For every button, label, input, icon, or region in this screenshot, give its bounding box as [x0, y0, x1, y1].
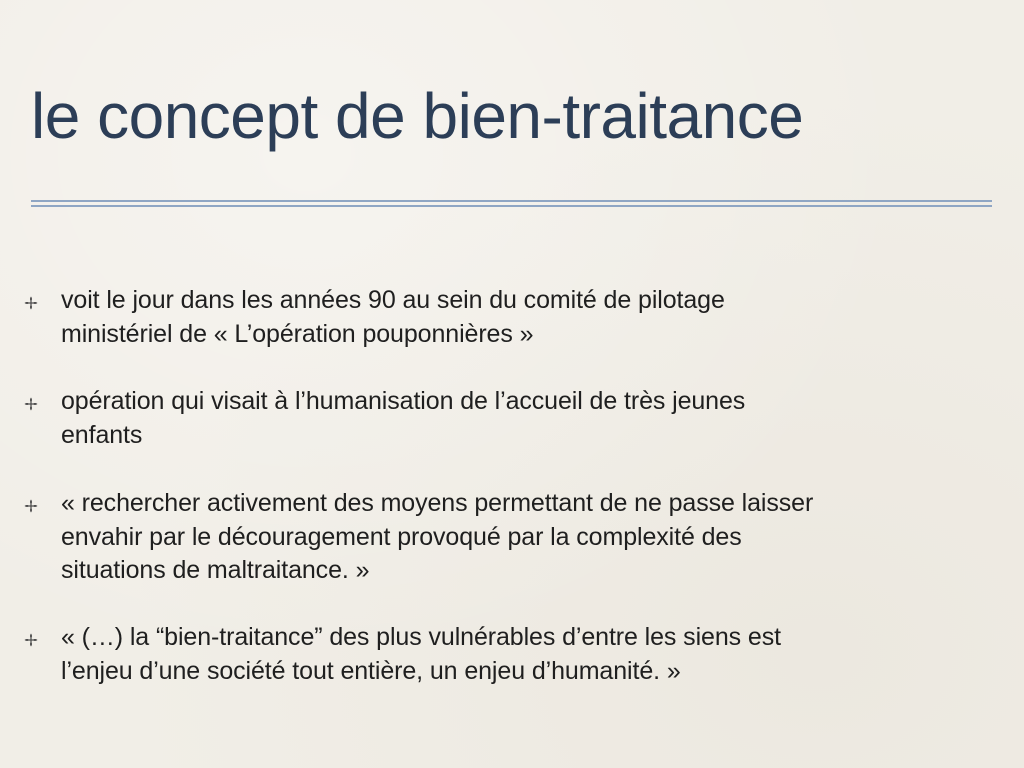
four-petal-cross-icon	[23, 498, 39, 514]
bullet-line: « rechercher activement des moyens permettant de ne passe laisser	[61, 489, 814, 517]
slide-title: le concept de bien-traitance	[31, 80, 804, 152]
bullet-line: enfants	[61, 420, 143, 449]
bullet-line: situations de maltraitance. »	[61, 556, 370, 584]
title-divider-bottom	[31, 205, 992, 207]
bullet-line: « (…) la “bien-traitance” des plus vulnérables d’entre les siens est	[61, 623, 781, 651]
bullet-line: l’enjeu d’une société tout entière, un enjeu d’humanité. »	[61, 656, 681, 685]
bullet-line: envahir par le découragement provoqué par la complexité des	[61, 522, 742, 551]
bullet-text	[61, 385, 991, 452]
bullet-text	[61, 621, 991, 688]
title-divider-top	[31, 200, 992, 202]
bullet-text	[61, 284, 991, 351]
bullet-line: opération qui visait à l’humanisation de l’accueil de très jeunes	[61, 387, 746, 415]
four-petal-cross-icon	[23, 295, 39, 311]
bullet-text	[61, 487, 991, 588]
bullet-line: ministériel de « L’opération pouponnières »	[61, 319, 534, 348]
four-petal-cross-icon	[23, 632, 39, 648]
four-petal-cross-icon	[23, 396, 39, 412]
bullet-line: voit le jour dans les années 90 au sein du comité de pilotage	[61, 286, 725, 314]
